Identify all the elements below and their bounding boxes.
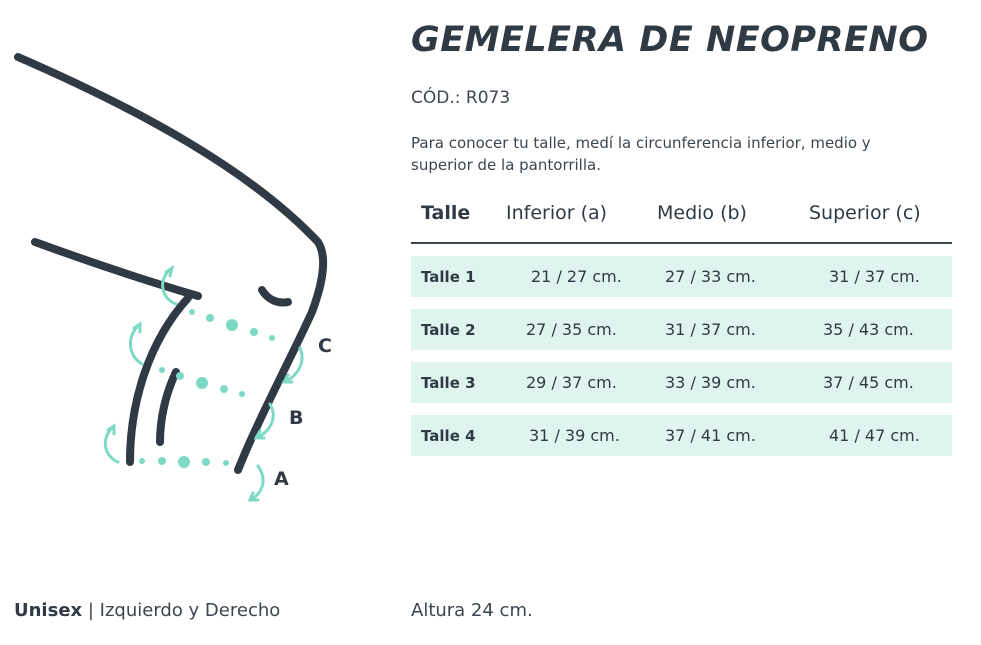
cell-inferior: 21 / 27 cm. — [531, 267, 622, 286]
size-table-header — [411, 198, 952, 244]
label-a: A — [274, 468, 289, 490]
cell-talle: Talle 3 — [421, 374, 476, 392]
product-title: GEMELERA DE NEOPRENO — [411, 20, 929, 60]
leg-calf-inner — [160, 372, 176, 442]
cell-superior: 41 / 47 cm. — [829, 426, 920, 445]
sides-label: | Izquierdo y Derecho — [82, 600, 281, 621]
leg-front-outline — [35, 242, 198, 296]
cell-superior: 37 / 45 cm. — [823, 373, 914, 392]
footer-unisex-info — [14, 600, 280, 621]
size-table — [411, 198, 952, 456]
cell-inferior: 27 / 35 cm. — [526, 320, 617, 339]
cell-talle: Talle 1 — [421, 268, 476, 286]
unisex-label: Unisex — [14, 600, 83, 621]
table-row — [411, 309, 952, 350]
header-talle: Talle — [421, 202, 471, 224]
cell-medio: 37 / 41 cm. — [665, 426, 756, 445]
cell-superior: 31 / 37 cm. — [829, 267, 920, 286]
leg-measurement-illustration — [0, 0, 380, 560]
cell-inferior: 29 / 37 cm. — [526, 373, 617, 392]
cell-inferior: 31 / 39 cm. — [529, 426, 620, 445]
header-medio: Medio (b) — [657, 202, 747, 224]
header-superior: Superior (c) — [809, 202, 921, 224]
cell-talle: Talle 2 — [421, 321, 476, 339]
table-row — [411, 362, 952, 403]
label-b: B — [289, 407, 304, 429]
knee-crease — [262, 290, 288, 303]
product-description: Para conocer tu talle, medí la circunferencia inferior, medio y superior de la pantorrilla. — [411, 134, 871, 174]
arrow-a-left — [105, 426, 118, 462]
cell-talle: Talle 4 — [421, 427, 476, 445]
cell-medio: 27 / 33 cm. — [665, 267, 756, 286]
cell-superior: 35 / 43 cm. — [823, 320, 914, 339]
table-row — [411, 256, 952, 297]
cell-medio: 33 / 39 cm. — [665, 373, 756, 392]
table-row — [411, 415, 952, 456]
leg-back-outline — [18, 57, 323, 470]
footer-height: Altura 24 cm. — [411, 600, 533, 621]
header-inferior: Inferior (a) — [506, 202, 608, 224]
product-code: CÓD.: R073 — [411, 88, 511, 108]
cell-medio: 31 / 37 cm. — [665, 320, 756, 339]
label-c: C — [318, 335, 332, 357]
